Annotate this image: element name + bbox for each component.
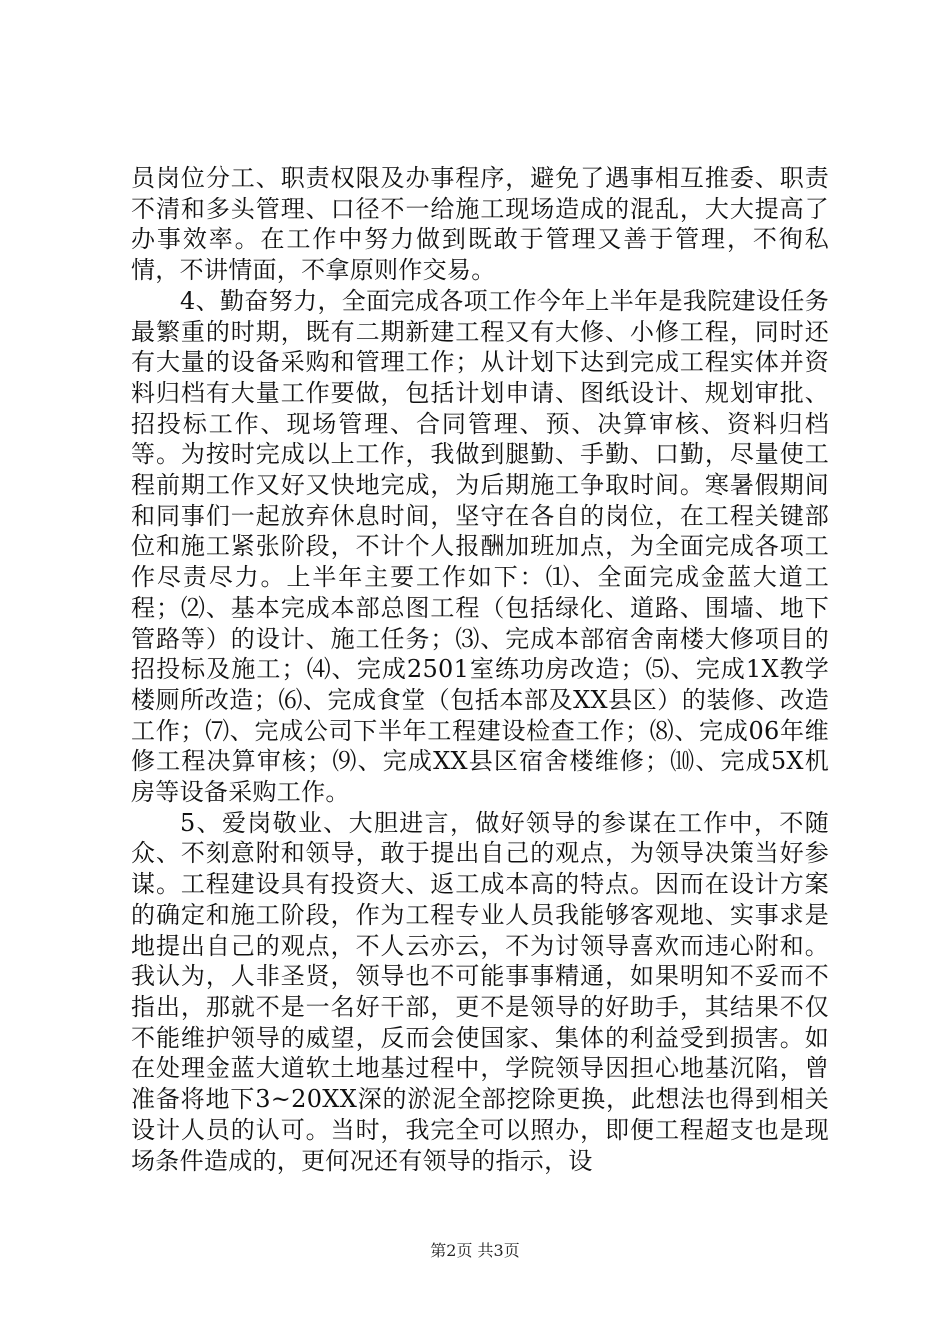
page-number-label: 第2页 共3页 <box>430 1241 520 1260</box>
paragraph-3: 5、爱岗敬业、大胆进言，做好领导的参谋在工作中，不随众、不刻意附和领导，敢于提出自己的观点，为领导决策当好参谋。工程建设具有投资大、返工成本高的特点。因而在设计方案的确定和施工阶段，作为工程专业人员我能够客观地、实事求是地提出自己的观点，不人云亦云，不为讨领导喜欢而违心附和。我认为，人非圣贤，领导也不可能事事精通，如果明知不妥而不指出，那就不是一名好干部，更不是领导的好助手，其结果不仅不能维护领导的威望，反而会使国家、集体的利益受到损害。如在处理金蓝大道软土地基过程中，学院领导因担心地基沉陷，曾准备将地下3~20XX深的淤泥全部挖除更换，此想法也得到相关设计人员的认可。当时，我完全可以照办，即便工程超支也是现场条件造成的，更何况还有领导的指示，设 <box>131 808 829 1175</box>
page-footer <box>0 1238 950 1261</box>
paragraph-1: 员岗位分工、职责权限及办事程序，避免了遇事相互推委、职责不清和多头管理、口径不一给施工现场造成的混乱，大大提高了办事效率。在工作中努力做到既敢于管理又善于管理，不徇私情，不讲情面，不拿原则作交易。 <box>131 164 829 285</box>
document-body <box>131 163 829 1176</box>
paragraph-2: 4、勤奋努力，全面完成各项工作今年上半年是我院建设任务最繁重的时期，既有二期新建工程又有大修、小修工程，同时还有大量的设备采购和管理工作；从计划下达到完成工程实体并资料归档有大量工作要做，包括计划申请、图纸设计、规划审批、招投标工作、现场管理、合同管理、预、决算审核、资料归档等。为按时完成以上工作，我做到腿勤、手勤、口勤，尽量使工程前期工作又好又快地完成，为后期施工争取时间。寒暑假期间和同事们一起放弃休息时间，坚守在各自的岗位，在工程关键部位和施工紧张阶段，不计个人报酬加班加点，为全面完成各项工作尽责尽力。上半年主要工作如下：⑴、全面完成金蓝大道工程；⑵、基本完成本部总图工程（包括绿化、道路、围墙、地下管路等）的设计、施工任务；⑶、完成本部宿舍南楼大修项目的招投标及施工；⑷、完成2501室练功房改造；⑸、完成1X教学楼厕所改造；⑹、完成食堂（包括本部及XX县区）的装修、改造工作；⑺、完成公司下半年工程建设检查工作；⑻、完成06年维修工程决算审核；⑼、完成XX县区宿舍楼维修；⑽、完成5X机房等设备采购工作。 <box>131 286 829 807</box>
